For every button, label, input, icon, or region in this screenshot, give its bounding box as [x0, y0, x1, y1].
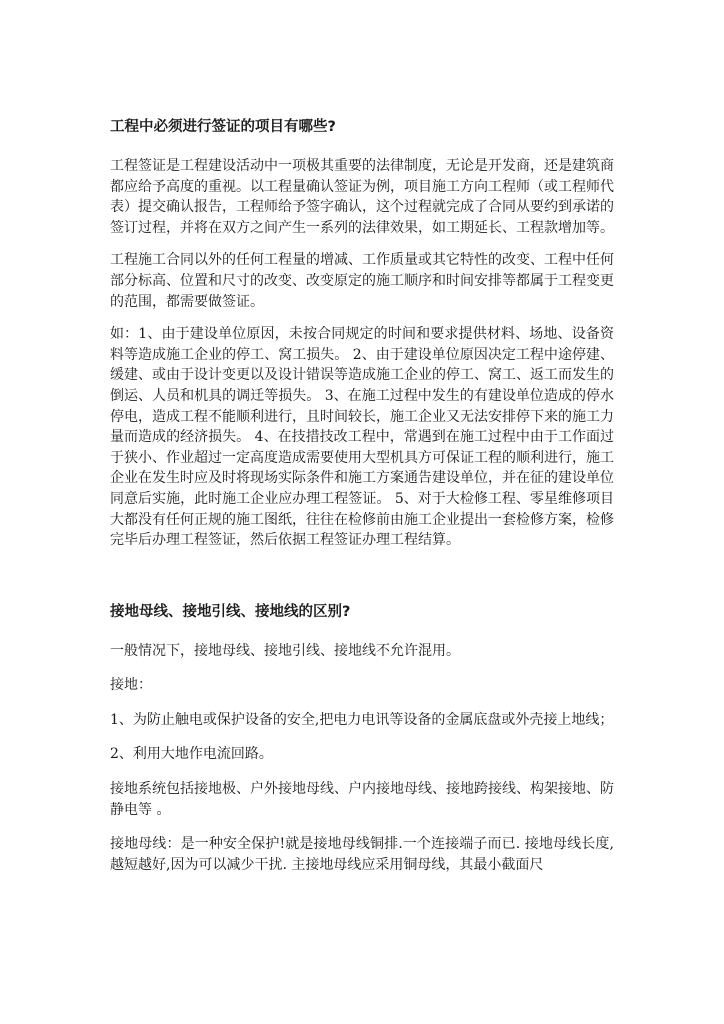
paragraph: 2、利用大地作电流回路。 — [110, 746, 273, 763]
paragraph: 1、为防止触电或保护设备的安全,把电力电讯等设备的金属底盘或外壳接上地线； — [110, 711, 614, 728]
paragraph: 工程施工合同以外的任何工程量的增减、工作质量或其它特性的改变、工程中任何部分标高、位置和尺寸的改变、改变原定的施工顺序和时间安排等都属于工程变更的范围，都需要做签证。 — [110, 252, 614, 310]
paragraph: 一般情况下，接地母线、接地引线、接地线不允许混用。 — [110, 642, 460, 659]
paragraph: 如：1、由于建设单位原因，未按合同规定的时间和要求提供材料、场地、设备资料等造成施工企业的停工、窝工损失。 2、由于建设单位原因决定工程中途停建、缓建、或由于设计变更以及设计错误等造成施工企业的停工、窝工、返工而发生的倒运、人员和机具的调迁等损失。 3、在施工过程中发生的有建设单位造成的停水停电，造成工程不能顺利进行，且时间较长，施工企业又无法安排停下来的施工力量而造成的经济损失。 4、在技措技改工程中，常遇到在施工过程中由于工作面过于狭小、作业超过一定高度造成需要使用大型机具方可保证工程的顺利进行，施工企业在发生时应及时将现场实际条件和施工方案通告建设单位，并在征的建设单位同意后实施，此时施工企业应办理工程签证。 5、对于大检修工程、零星维修项目大都没有任何正规的施工图纸，往往在检修前由施工企业提出一套检修方案，检修完毕后办理工程签证，然后依据工程签证办理工程结算。 — [110, 326, 614, 549]
section-visa-items — [110, 116, 614, 551]
section-grounding — [110, 601, 614, 876]
section-title: 工程中必须进行签证的项目有哪些? — [110, 119, 336, 135]
paragraph: 接地母线：是一种安全保护!就是接地母线铜排.一个连接端子而已. 接地母线长度,越短越好,因为可以减少干扰. 主接地母线应采用铜母线，其最小截面尺 — [110, 836, 614, 873]
paragraph: 接地系统包括接地极、户外接地母线、户内接地母线、接地跨接线、构架接地、防静电等 。 — [110, 781, 614, 818]
paragraph: 工程签证是工程建设活动中一项极其重要的法律制度，无论是开发商，还是建筑商都应给予高度的重视。以工程量确认签证为例，项目施工方向工程师（或工程师代表）提交确认报告，工程师给予签字确认，这个过程就完成了合同从要约到承诺的签订过程，并将在双方之间产生一系列的法律效果，如工期延长、工程款增加等。 — [110, 158, 614, 236]
paragraph: 接地： — [110, 677, 152, 694]
section-title: 接地母线、接地引线、接地线的区别? — [110, 603, 351, 620]
section-divider-space — [110, 563, 614, 601]
